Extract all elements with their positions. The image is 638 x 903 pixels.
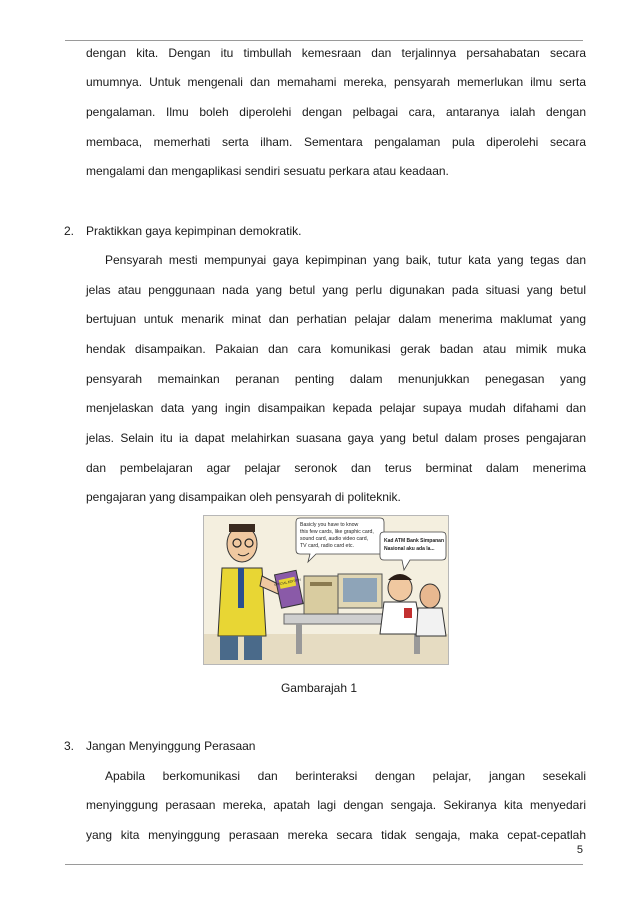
body-line: mengalami dan mengaplikasi sendiri sesuatu perkara atau keadaan.	[86, 164, 449, 178]
body-line: yang kita menyinggung perasaan mereka secara tidak sengaja, maka cepat-cepatlah	[86, 828, 586, 842]
section-number: 3.	[64, 739, 75, 753]
body-line: menyinggung perasaan mereka, apatah lagi dengan sengaja. Sekiranya kita menyedari	[86, 798, 586, 812]
cartoon-figure	[203, 515, 449, 665]
figure-caption: Gambarajah 1	[280, 681, 358, 695]
student-speech-bubble: Kad ATM Bank Simpanan Nasional aku ada la...	[384, 538, 445, 552]
page-number: 5	[576, 844, 583, 856]
body-line: menjelaskan data yang ingin disampaikan kepada pelajar supaya mudah difahami dan	[86, 401, 586, 415]
body-line: dan pembelajaran agar pelajar seronok dan terus berminat dalam menerima	[86, 461, 586, 475]
book-label: SPECIAL EDITION	[273, 577, 302, 588]
teacher-speech-bubble: Basicly you have to know this few cards, like graphic card, sound card, audio video card, TV card, radio card etc.	[300, 522, 374, 549]
section-heading: Jangan Menyinggung Perasaan	[86, 739, 256, 753]
body-line: jelas atau penggunaan nada yang betul yang perlu digunakan pada situasi yang betul	[86, 283, 586, 297]
body-line: dengan kita. Dengan itu timbullah kemesraan dan terjalinnya persahabatan secara	[86, 46, 586, 60]
section-number: 2.	[64, 224, 75, 238]
body-line: bertujuan untuk menarik minat dan perhatian pelajar dalam menerima maklumat yang	[86, 312, 586, 326]
header-rule	[65, 40, 583, 41]
body-line: Pensyarah mesti mempunyai gaya kepimpinan yang baik, tutur kata yang tegas dan	[105, 253, 586, 267]
body-line: pensyarah memainkan peranan penting dalam menunjukkan penegasan yang	[86, 372, 586, 386]
body-line: pengalaman. Ilmu boleh diperolehi dengan pelbagai cara, antaranya ialah dengan	[86, 105, 586, 119]
body-line: jelas. Selain itu ia dapat melahirkan suasana gaya yang betul dalam proses pengajaran	[86, 431, 586, 445]
body-line: Apabila berkomunikasi dan berinteraksi dengan pelajar, jangan sesekali	[105, 769, 586, 783]
section-heading: Praktikkan gaya kepimpinan demokratik.	[86, 224, 302, 238]
body-line: membaca, memerhati serta ilham. Sementara pengalaman pula diperolehi secara	[86, 135, 586, 149]
footer-rule	[65, 864, 583, 865]
body-line: hendak disampaikan. Pakaian dan cara komunikasi gerak badan atau mimik muka	[86, 342, 586, 356]
cartoon-illustration	[204, 516, 448, 664]
body-line: umumnya. Untuk mengenali dan memahami mereka, pensyarah memerlukan ilmu serta	[86, 75, 586, 89]
body-line: pengajaran yang disampaikan oleh pensyarah di politeknik.	[86, 490, 401, 504]
